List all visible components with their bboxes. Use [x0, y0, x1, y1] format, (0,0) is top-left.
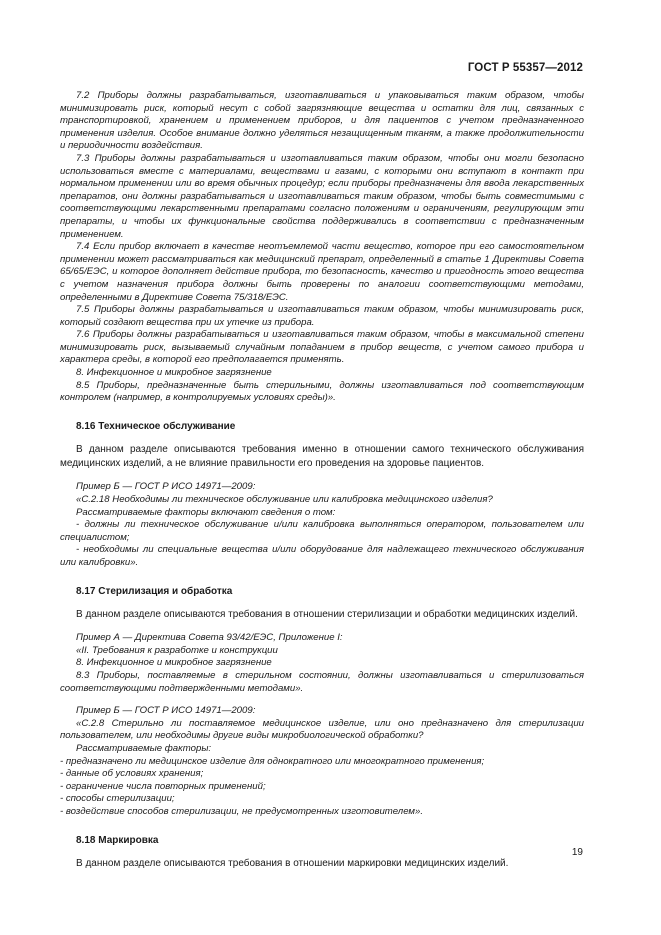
example-line: - необходимы ли специальные вещества и/или оборудование для надлежащего технического обслуживания или калибровки».	[60, 544, 584, 568]
example-line: «С.2.8 Стерильно ли поставляемое медицинское изделие, или оно предназначено для стерилизации пользователем, или необходимы другие виды микробиологической обработки?	[60, 717, 584, 742]
section-heading-8-17: 8.17 Стерилизация и обработка	[76, 585, 233, 597]
section-heading-8-18: 8.18 Маркировка	[76, 834, 159, 846]
example-line: - должны ли техническое обслуживание и/или калибровка выполняться оператором, пользователем или специалистом;	[60, 519, 584, 543]
section-8-18-text: В данном разделе описываются требования в отношении маркировки медицинских изделий.	[76, 858, 509, 870]
page-content	[60, 90, 584, 871]
clause-7-5: 7.5 Приборы должны разрабатываться и изготавливаться таким образом, чтобы минимизировать риск, который создают вещества при их утечке из прибора.	[60, 304, 584, 328]
example-b-title: Пример Б — ГОСТ Р ИСО 14971—2009:	[76, 705, 256, 717]
standard-header: ГОСТ Р 55357—2012	[467, 62, 583, 74]
clause-7-6: 7.6 Приборы должны разрабатываться и изготавливаться таким образом, чтобы в максимальной степени минимизировать риск, вызываемый случайным попаданием в прибор веществ, с учетом самого прибора и характера среды, в которой его предполагается применять.	[60, 329, 584, 366]
clause-8-title: 8. Инфекционное и микробное загрязнение	[76, 367, 272, 379]
example-line: 8.3 Приборы, поставляемые в стерильном состоянии, должны изготавливаться и стерилизоваться соответствующими подтвержденными методами».	[60, 669, 584, 694]
section-8-17-text: В данном разделе описываются требования в отношении стерилизации и обработки медицинских изделий.	[76, 609, 578, 621]
example-line: - воздействие способов стерилизации, не предусмотренных изготовителем».	[60, 805, 424, 817]
clause-7-4: 7.4 Если прибор включает в качестве неотъемлемой части вещество, которое при его самостоятельном применении может рассматриваться как медицинский препарат, определенный в статье 1 Директивы Совета 65/65/ЕЭС, и которое дополняет действие прибора, то безопасность, качество и пригодность этого вещества с учетом назначения прибора должны быть проверены по аналогии соответствующими методами, определенными в Директиве Совета 75/318/ЕЭС.	[60, 241, 584, 303]
example-line: Рассматриваемые факторы включают сведения о том:	[76, 506, 336, 518]
example-line: - данные об условиях хранения;	[60, 768, 204, 780]
clause-7-3: 7.3 Приборы должны разрабатываться и изготавливаться таким образом, чтобы они могли безопасно использоваться вместе с материалами, веществами и газами, с которыми они вступают в контакт при нормальном применении или во время обычных процедур; если приборы предназначены для ввода лекарственных препаратов, они должны разрабатываться и изготавливаться таким образом, чтобы быть совместимыми с соответствующими лекарственными препаратами согласно положениям и ограничениям, регулирующим эти препараты, и чтобы их функциональные свойства поддерживались в соответствии с предназначенным применением.	[60, 152, 584, 240]
example-line: - ограничение числа повторных применений;	[60, 780, 266, 792]
section-8-16-text: В данном разделе описываются требования именно в отношении самого технического обслуживания медицинских изделий, а не влияние правильности его проведения на здоровье пациентов.	[60, 444, 584, 470]
section-heading-8-16: 8.16 Техническое обслуживание	[76, 420, 236, 432]
clause-7-2: 7.2 Приборы должны разрабатываться, изготавливаться и упаковываться таким образом, чтобы минимизировать риск, который несут с собой загрязняющие вещества и остатки для лиц, связанных с транспортировкой, хранением и применением приборов, и для пациентов с учетом предназначенного применения изделия. Особое внимание должно уделяться незащищенным тканям, а также продолжительности и периодичности воздействия.	[60, 90, 584, 152]
example-line: «II. Требования к разработке и конструкции	[76, 644, 278, 656]
clause-8-5: 8.5 Приборы, предназначенные быть стерильными, должны изготавливаться под соответствующим контролем (например, в контролируемых условиях среды)».	[60, 379, 584, 404]
page-number: 19	[571, 847, 583, 858]
example-line: Рассматриваемые факторы:	[76, 742, 212, 754]
example-a-title: Пример А — Директива Совета 93/42/ЕЭС, Приложение I:	[76, 632, 343, 644]
example-line: - способы стерилизации;	[60, 793, 175, 805]
example-line: 8. Инфекционное и микробное загрязнение	[76, 657, 272, 669]
example-line: - предназначено ли медицинское изделие для однократного или многократного применения;	[60, 755, 485, 767]
example-b-title: Пример Б — ГОСТ Р ИСО 14971—2009:	[76, 481, 256, 493]
example-line: «С.2.18 Необходимы ли техническое обслуживание или калибровка медицинского изделия?	[76, 494, 493, 506]
